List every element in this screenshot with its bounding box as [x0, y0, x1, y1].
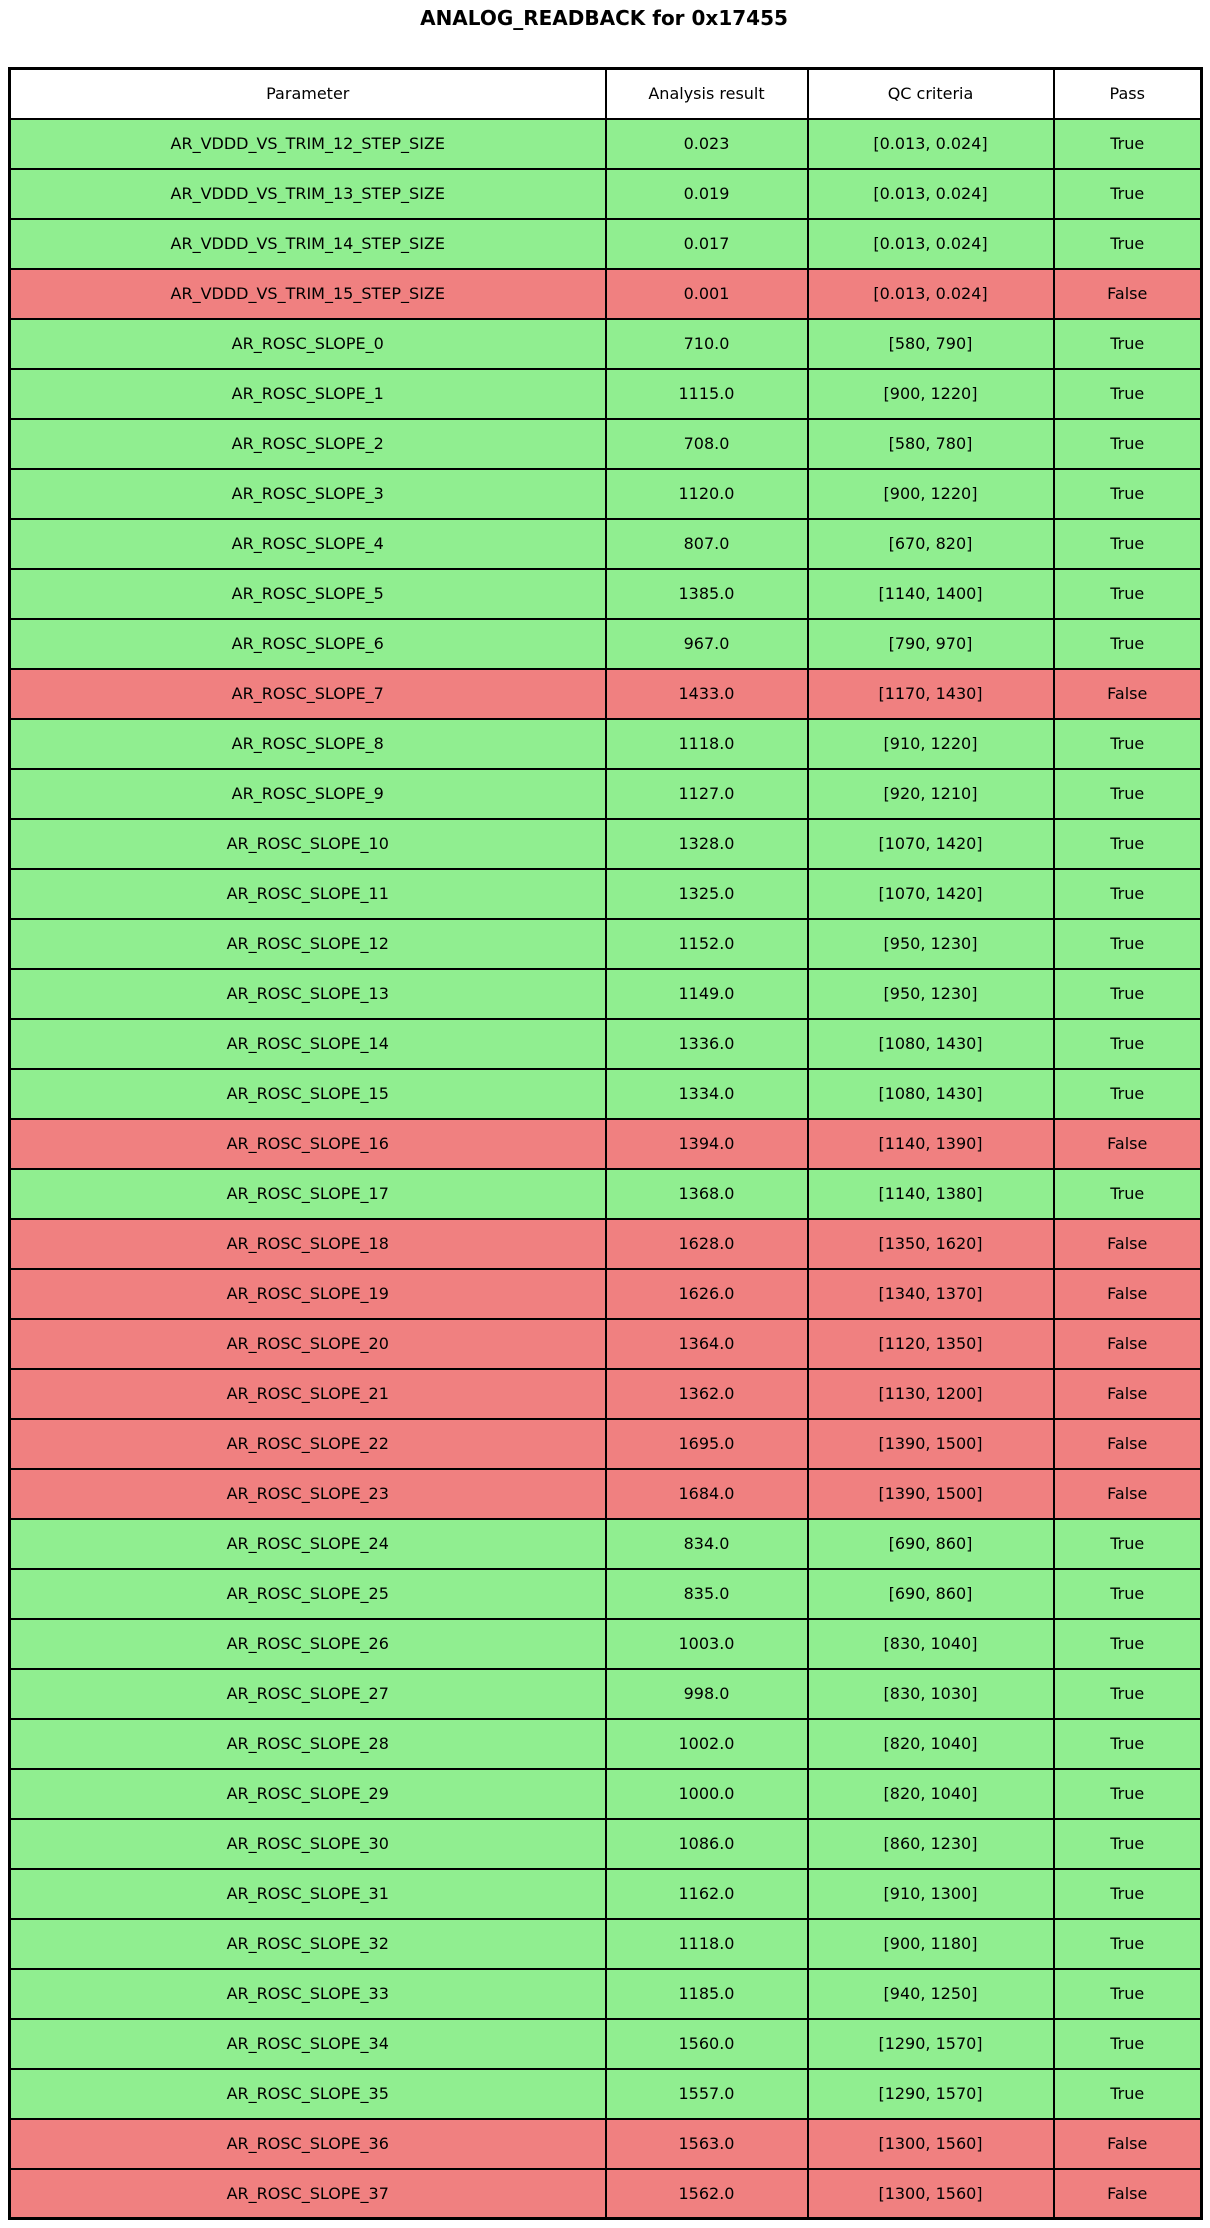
- qc-criteria-cell: [1290, 1570]: [808, 2019, 1054, 2069]
- table-row: [10, 1419, 1202, 1469]
- qc-criteria-cell: [910, 1220]: [808, 719, 1054, 769]
- qc-criteria-cell: [0.013, 0.024]: [808, 169, 1054, 219]
- qc-criteria-cell: [1070, 1420]: [808, 819, 1054, 869]
- qc-criteria-cell: [0.013, 0.024]: [808, 269, 1054, 319]
- table-row: [10, 1269, 1202, 1319]
- table-row: [10, 969, 1202, 1019]
- parameter-cell: AR_ROSC_SLOPE_19: [10, 1269, 606, 1319]
- qc-criteria-cell: [1290, 1570]: [808, 2069, 1054, 2119]
- table-row: [10, 2119, 1202, 2169]
- pass-cell: False: [1054, 1119, 1202, 1169]
- parameter-cell: AR_ROSC_SLOPE_29: [10, 1769, 606, 1819]
- pass-cell: True: [1054, 719, 1202, 769]
- col-header-pass: Pass: [1054, 69, 1202, 119]
- table-row: [10, 419, 1202, 469]
- qc-criteria-cell: [1340, 1370]: [808, 1269, 1054, 1319]
- qc-criteria-cell: [1130, 1200]: [808, 1369, 1054, 1419]
- analysis-result-cell: 710.0: [606, 319, 808, 369]
- table-row: [10, 1019, 1202, 1069]
- parameter-cell: AR_ROSC_SLOPE_18: [10, 1219, 606, 1269]
- analysis-result-cell: 1115.0: [606, 369, 808, 419]
- qc-criteria-cell: [1140, 1380]: [808, 1169, 1054, 1219]
- table-row: [10, 869, 1202, 919]
- qc-criteria-cell: [900, 1180]: [808, 1919, 1054, 1969]
- analysis-result-cell: 1695.0: [606, 1419, 808, 1469]
- parameter-cell: AR_ROSC_SLOPE_14: [10, 1019, 606, 1069]
- analysis-result-cell: 0.001: [606, 269, 808, 319]
- qc-criteria-cell: [910, 1300]: [808, 1869, 1054, 1919]
- table-row: [10, 1469, 1202, 1519]
- table-row: [10, 2169, 1202, 2219]
- table-row: [10, 469, 1202, 519]
- analysis-result-cell: 708.0: [606, 419, 808, 469]
- pass-cell: True: [1054, 2019, 1202, 2069]
- analysis-result-cell: 0.017: [606, 219, 808, 269]
- parameter-cell: AR_ROSC_SLOPE_30: [10, 1819, 606, 1869]
- parameter-cell: AR_ROSC_SLOPE_24: [10, 1519, 606, 1569]
- parameter-cell: AR_ROSC_SLOPE_9: [10, 769, 606, 819]
- table-row: [10, 569, 1202, 619]
- analysis-result-cell: 1368.0: [606, 1169, 808, 1219]
- analysis-result-cell: 1364.0: [606, 1319, 808, 1369]
- table-row: [10, 519, 1202, 569]
- table-row: [10, 819, 1202, 869]
- qc-criteria-cell: [830, 1040]: [808, 1619, 1054, 1669]
- qc-criteria-cell: [1350, 1620]: [808, 1219, 1054, 1269]
- pass-cell: True: [1054, 1069, 1202, 1119]
- parameter-cell: AR_VDDD_VS_TRIM_14_STEP_SIZE: [10, 219, 606, 269]
- qc-criteria-cell: [900, 1220]: [808, 369, 1054, 419]
- analysis-result-cell: 1118.0: [606, 1919, 808, 1969]
- pass-cell: True: [1054, 1519, 1202, 1569]
- pass-cell: True: [1054, 1019, 1202, 1069]
- header-row: [10, 69, 1202, 119]
- qc-criteria-cell: [790, 970]: [808, 619, 1054, 669]
- analysis-result-cell: 1560.0: [606, 2019, 808, 2069]
- analysis-result-cell: 1684.0: [606, 1469, 808, 1519]
- pass-cell: False: [1054, 1219, 1202, 1269]
- qc-criteria-cell: [1080, 1430]: [808, 1019, 1054, 1069]
- table-row: [10, 169, 1202, 219]
- col-header-analysis-result: Analysis result: [606, 69, 808, 119]
- pass-cell: True: [1054, 819, 1202, 869]
- analysis-result-cell: 1334.0: [606, 1069, 808, 1119]
- parameter-cell: AR_ROSC_SLOPE_17: [10, 1169, 606, 1219]
- parameter-cell: AR_ROSC_SLOPE_37: [10, 2169, 606, 2219]
- qc-criteria-cell: [940, 1250]: [808, 1969, 1054, 2019]
- parameter-cell: AR_ROSC_SLOPE_5: [10, 569, 606, 619]
- parameter-cell: AR_ROSC_SLOPE_1: [10, 369, 606, 419]
- table-row: [10, 219, 1202, 269]
- table-row: [10, 1119, 1202, 1169]
- qc-criteria-cell: [950, 1230]: [808, 969, 1054, 1019]
- analysis-result-cell: 1000.0: [606, 1769, 808, 1819]
- parameter-cell: AR_ROSC_SLOPE_12: [10, 919, 606, 969]
- qc-criteria-cell: [1140, 1400]: [808, 569, 1054, 619]
- pass-cell: True: [1054, 1819, 1202, 1869]
- analysis-result-cell: 1149.0: [606, 969, 808, 1019]
- analysis-result-cell: 1362.0: [606, 1369, 808, 1419]
- pass-cell: False: [1054, 1469, 1202, 1519]
- parameter-cell: AR_ROSC_SLOPE_7: [10, 669, 606, 719]
- parameter-cell: AR_ROSC_SLOPE_3: [10, 469, 606, 519]
- qc-criteria-cell: [860, 1230]: [808, 1819, 1054, 1869]
- table-row: [10, 919, 1202, 969]
- parameter-cell: AR_ROSC_SLOPE_26: [10, 1619, 606, 1669]
- pass-cell: False: [1054, 2169, 1202, 2219]
- parameter-cell: AR_ROSC_SLOPE_11: [10, 869, 606, 919]
- table-row: [10, 1619, 1202, 1669]
- pass-cell: True: [1054, 2069, 1202, 2119]
- qc-criteria-cell: [0.013, 0.024]: [808, 119, 1054, 169]
- pass-cell: True: [1054, 169, 1202, 219]
- pass-cell: True: [1054, 1669, 1202, 1719]
- parameter-cell: AR_ROSC_SLOPE_4: [10, 519, 606, 569]
- qc-criteria-cell: [830, 1030]: [808, 1669, 1054, 1719]
- parameter-cell: AR_ROSC_SLOPE_6: [10, 619, 606, 669]
- qc-criteria-cell: [820, 1040]: [808, 1719, 1054, 1769]
- table-row: [10, 1369, 1202, 1419]
- parameter-cell: AR_ROSC_SLOPE_28: [10, 1719, 606, 1769]
- pass-cell: False: [1054, 669, 1202, 719]
- parameter-cell: AR_ROSC_SLOPE_8: [10, 719, 606, 769]
- qc-criteria-cell: [690, 860]: [808, 1569, 1054, 1619]
- pass-cell: True: [1054, 619, 1202, 669]
- analysis-result-cell: 834.0: [606, 1519, 808, 1569]
- pass-cell: True: [1054, 319, 1202, 369]
- table-row: [10, 1819, 1202, 1869]
- pass-cell: True: [1054, 919, 1202, 969]
- pass-cell: False: [1054, 1269, 1202, 1319]
- analysis-result-cell: 1562.0: [606, 2169, 808, 2219]
- qc-criteria-cell: [670, 820]: [808, 519, 1054, 569]
- parameter-cell: AR_VDDD_VS_TRIM_15_STEP_SIZE: [10, 269, 606, 319]
- pass-cell: True: [1054, 369, 1202, 419]
- pass-cell: True: [1054, 769, 1202, 819]
- col-header-qc-criteria: QC criteria: [808, 69, 1054, 119]
- parameter-cell: AR_ROSC_SLOPE_32: [10, 1919, 606, 1969]
- pass-cell: False: [1054, 1319, 1202, 1369]
- parameter-cell: AR_ROSC_SLOPE_23: [10, 1469, 606, 1519]
- pass-cell: True: [1054, 1869, 1202, 1919]
- qc-criteria-cell: [1170, 1430]: [808, 669, 1054, 719]
- table-row: [10, 1219, 1202, 1269]
- parameter-cell: AR_ROSC_SLOPE_34: [10, 2019, 606, 2069]
- parameter-cell: AR_ROSC_SLOPE_13: [10, 969, 606, 1019]
- qc-criteria-cell: [690, 860]: [808, 1519, 1054, 1569]
- pass-cell: False: [1054, 269, 1202, 319]
- table-row: [10, 2069, 1202, 2119]
- pass-cell: True: [1054, 1619, 1202, 1669]
- analysis-result-cell: 1328.0: [606, 819, 808, 869]
- qc-criteria-cell: [900, 1220]: [808, 469, 1054, 519]
- parameter-cell: AR_ROSC_SLOPE_20: [10, 1319, 606, 1369]
- table-row: [10, 719, 1202, 769]
- table-row: [10, 1069, 1202, 1119]
- pass-cell: True: [1054, 219, 1202, 269]
- analysis-result-cell: 1394.0: [606, 1119, 808, 1169]
- parameter-cell: AR_ROSC_SLOPE_33: [10, 1969, 606, 2019]
- pass-cell: True: [1054, 569, 1202, 619]
- table-row: [10, 269, 1202, 319]
- analysis-result-cell: 1626.0: [606, 1269, 808, 1319]
- qc-criteria-cell: [1390, 1500]: [808, 1469, 1054, 1519]
- pass-cell: True: [1054, 419, 1202, 469]
- qc-table: [8, 67, 1203, 2220]
- pass-cell: True: [1054, 119, 1202, 169]
- table-row: [10, 669, 1202, 719]
- qc-criteria-cell: [1120, 1350]: [808, 1319, 1054, 1369]
- analysis-result-cell: 967.0: [606, 619, 808, 669]
- analysis-result-cell: 1127.0: [606, 769, 808, 819]
- pass-cell: True: [1054, 1919, 1202, 1969]
- table-row: [10, 619, 1202, 669]
- qc-criteria-cell: [1300, 1560]: [808, 2169, 1054, 2219]
- parameter-cell: AR_ROSC_SLOPE_25: [10, 1569, 606, 1619]
- parameter-cell: AR_ROSC_SLOPE_2: [10, 419, 606, 469]
- table-row: [10, 369, 1202, 419]
- parameter-cell: AR_ROSC_SLOPE_16: [10, 1119, 606, 1169]
- analysis-result-cell: 1162.0: [606, 1869, 808, 1919]
- qc-table-body: [10, 119, 1202, 2219]
- qc-criteria-cell: [580, 790]: [808, 319, 1054, 369]
- table-row: [10, 1969, 1202, 2019]
- table-row: [10, 1769, 1202, 1819]
- table-row: [10, 1169, 1202, 1219]
- analysis-result-cell: 0.023: [606, 119, 808, 169]
- analysis-result-cell: 1003.0: [606, 1619, 808, 1669]
- analysis-result-cell: 1325.0: [606, 869, 808, 919]
- qc-criteria-cell: [1080, 1430]: [808, 1069, 1054, 1119]
- analysis-result-cell: 835.0: [606, 1569, 808, 1619]
- analysis-result-cell: 1563.0: [606, 2119, 808, 2169]
- pass-cell: True: [1054, 1569, 1202, 1619]
- analysis-result-cell: 1086.0: [606, 1819, 808, 1869]
- table-row: [10, 1519, 1202, 1569]
- pass-cell: True: [1054, 1969, 1202, 2019]
- analysis-result-cell: 807.0: [606, 519, 808, 569]
- parameter-cell: AR_ROSC_SLOPE_10: [10, 819, 606, 869]
- pass-cell: True: [1054, 469, 1202, 519]
- analysis-result-cell: 1557.0: [606, 2069, 808, 2119]
- analysis-result-cell: 1433.0: [606, 669, 808, 719]
- table-row: [10, 119, 1202, 169]
- qc-criteria-cell: [1070, 1420]: [808, 869, 1054, 919]
- analysis-result-cell: 0.019: [606, 169, 808, 219]
- qc-criteria-cell: [1390, 1500]: [808, 1419, 1054, 1469]
- qc-criteria-cell: [580, 780]: [808, 419, 1054, 469]
- table-row: [10, 769, 1202, 819]
- pass-cell: True: [1054, 1769, 1202, 1819]
- col-header-parameter: Parameter: [10, 69, 606, 119]
- pass-cell: True: [1054, 869, 1202, 919]
- qc-table-header: [10, 69, 1202, 119]
- table-row: [10, 1719, 1202, 1769]
- analysis-result-cell: 1628.0: [606, 1219, 808, 1269]
- pass-cell: True: [1054, 519, 1202, 569]
- table-row: [10, 1919, 1202, 1969]
- parameter-cell: AR_VDDD_VS_TRIM_12_STEP_SIZE: [10, 119, 606, 169]
- analysis-result-cell: 1185.0: [606, 1969, 808, 2019]
- parameter-cell: AR_ROSC_SLOPE_22: [10, 1419, 606, 1469]
- pass-cell: False: [1054, 2119, 1202, 2169]
- analysis-result-cell: 1120.0: [606, 469, 808, 519]
- qc-criteria-cell: [920, 1210]: [808, 769, 1054, 819]
- analysis-result-cell: 1002.0: [606, 1719, 808, 1769]
- parameter-cell: AR_ROSC_SLOPE_0: [10, 319, 606, 369]
- qc-criteria-cell: [1300, 1560]: [808, 2119, 1054, 2169]
- parameter-cell: AR_ROSC_SLOPE_36: [10, 2119, 606, 2169]
- analysis-result-cell: 1118.0: [606, 719, 808, 769]
- pass-cell: False: [1054, 1369, 1202, 1419]
- parameter-cell: AR_ROSC_SLOPE_27: [10, 1669, 606, 1719]
- table-row: [10, 1319, 1202, 1369]
- analysis-result-cell: 1152.0: [606, 919, 808, 969]
- parameter-cell: AR_ROSC_SLOPE_21: [10, 1369, 606, 1419]
- qc-criteria-cell: [820, 1040]: [808, 1769, 1054, 1819]
- parameter-cell: AR_ROSC_SLOPE_31: [10, 1869, 606, 1919]
- pass-cell: True: [1054, 1169, 1202, 1219]
- analysis-result-cell: 1385.0: [606, 569, 808, 619]
- table-row: [10, 1869, 1202, 1919]
- table-row: [10, 2019, 1202, 2069]
- pass-cell: True: [1054, 969, 1202, 1019]
- analysis-result-cell: 1336.0: [606, 1019, 808, 1069]
- table-row: [10, 1669, 1202, 1719]
- parameter-cell: AR_ROSC_SLOPE_15: [10, 1069, 606, 1119]
- pass-cell: True: [1054, 1719, 1202, 1769]
- qc-criteria-cell: [950, 1230]: [808, 919, 1054, 969]
- parameter-cell: AR_ROSC_SLOPE_35: [10, 2069, 606, 2119]
- qc-criteria-cell: [1140, 1390]: [808, 1119, 1054, 1169]
- table-row: [10, 1569, 1202, 1619]
- analysis-result-cell: 998.0: [606, 1669, 808, 1719]
- parameter-cell: AR_VDDD_VS_TRIM_13_STEP_SIZE: [10, 169, 606, 219]
- table-row: [10, 319, 1202, 369]
- page-title: ANALOG_READBACK for 0x17455: [420, 6, 788, 30]
- qc-criteria-cell: [0.013, 0.024]: [808, 219, 1054, 269]
- pass-cell: False: [1054, 1419, 1202, 1469]
